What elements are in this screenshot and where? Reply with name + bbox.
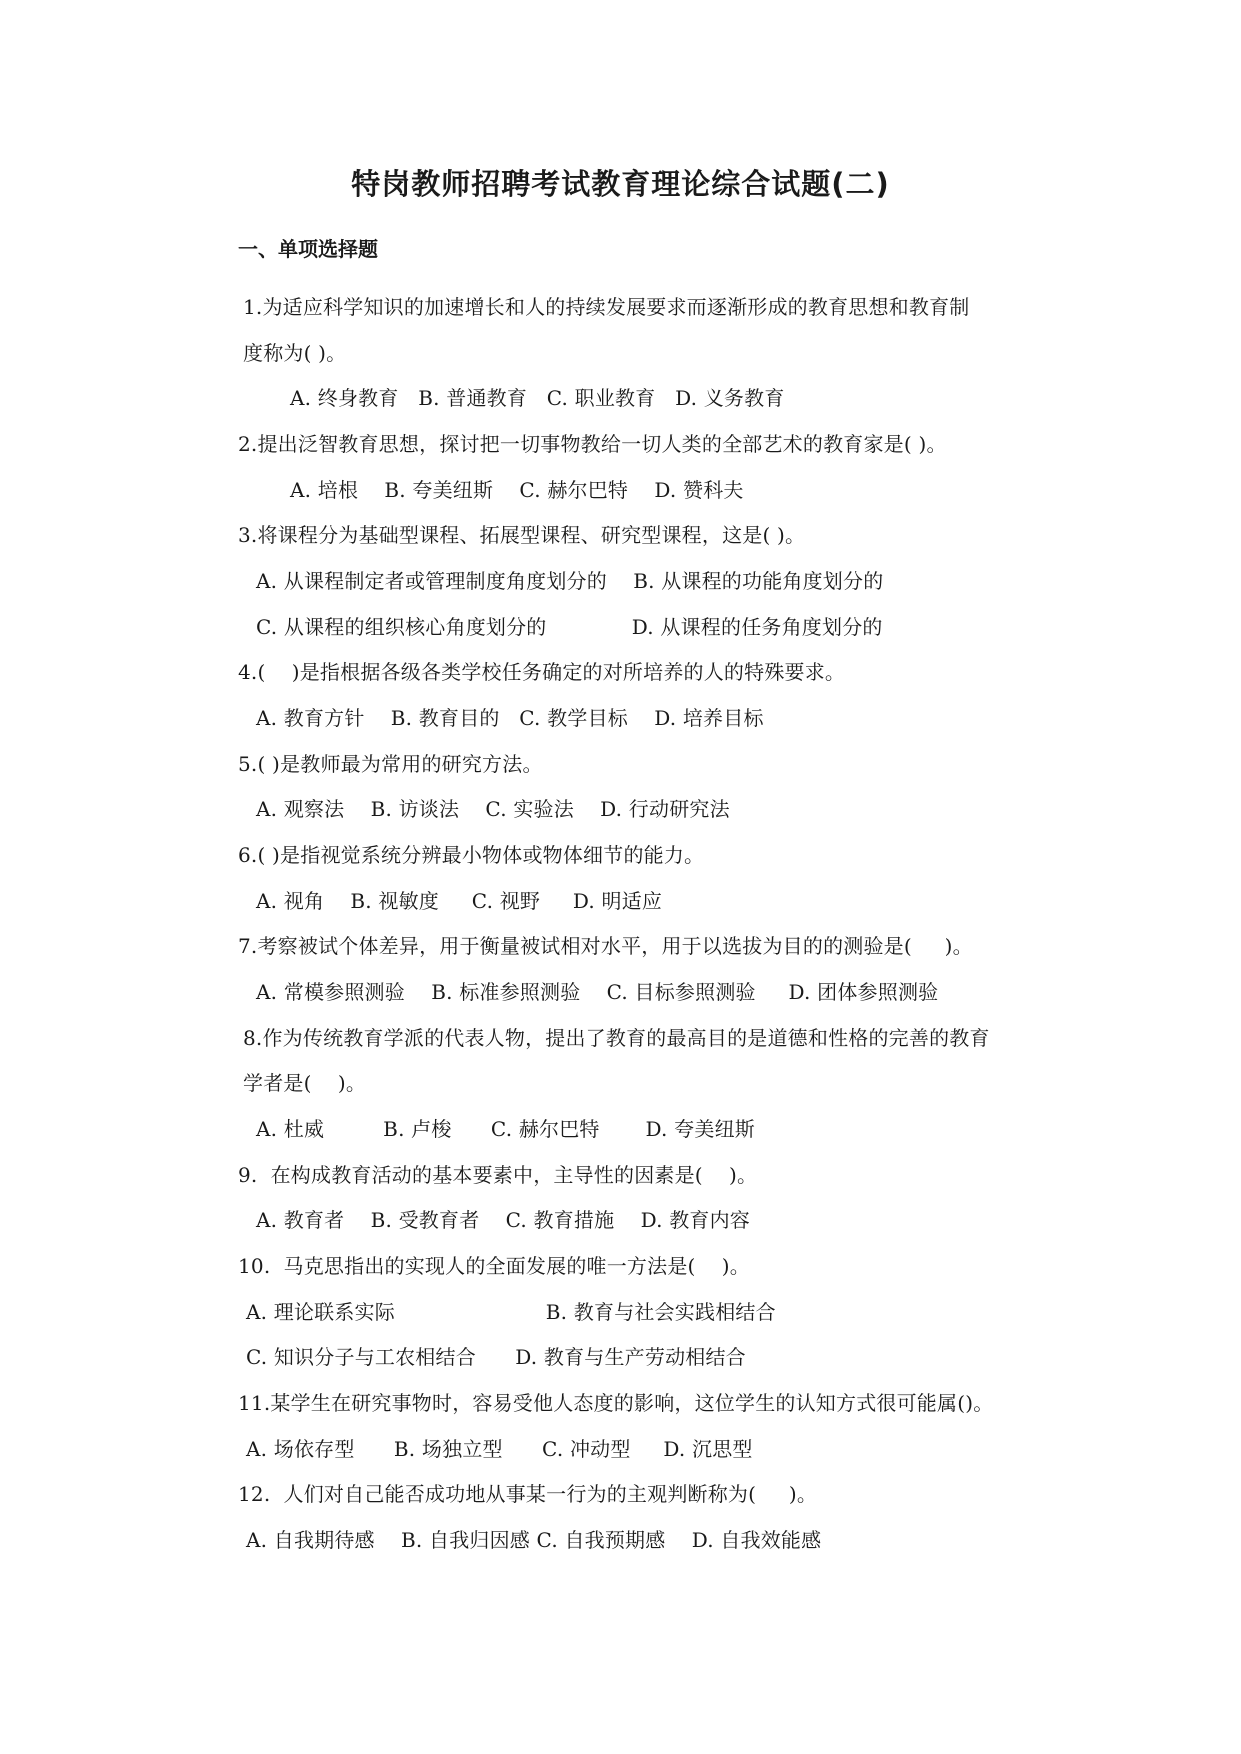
question-8-stem-line-1: 8.作为传统教育学派的代表人物，提出了教育的最高目的是道德和性格的完善的教育	[243, 1026, 990, 1050]
question-2-stem: 2.提出泛智教育思想，探讨把一切事物教给一切人类的全部艺术的教育家是( )。	[238, 432, 947, 456]
question-9-options: A. 教育者 B. 受教育者 C. 教育措施 D. 教育内容	[256, 1208, 751, 1232]
question-7-stem: 7.考察被试个体差异，用于衡量被试相对水平，用于以选拔为目的的测验是( )。	[238, 934, 973, 958]
question-10-stem: 10. 马克思指出的实现人的全面发展的唯一方法是( )。	[238, 1254, 750, 1278]
question-1-options: A. 终身教育 B. 普通教育 C. 职业教育 D. 义务教育	[290, 386, 785, 410]
question-8-options: A. 杜威 B. 卢梭 C. 赫尔巴特 D. 夸美纽斯	[256, 1117, 755, 1141]
question-7-options: A. 常模参照测验 B. 标准参照测验 C. 目标参照测验 D. 团体参照测验	[256, 980, 939, 1004]
question-5-stem: 5.( )是教师最为常用的研究方法。	[238, 752, 543, 776]
question-2-options: A. 培根 B. 夸美纽斯 C. 赫尔巴特 D. 赞科夫	[290, 478, 744, 502]
page-title: 特岗教师招聘考试教育理论综合试题(二)	[351, 167, 890, 201]
section-heading: 一、单项选择题	[238, 237, 378, 261]
question-5-options: A. 观察法 B. 访谈法 C. 实验法 D. 行动研究法	[256, 797, 730, 821]
question-10-options-line-1: A. 理论联系实际 B. 教育与社会实践相结合	[246, 1300, 776, 1324]
question-1-stem-line-2: 度称为( )。	[243, 341, 347, 365]
question-3-options-line-1: A. 从课程制定者或管理制度角度划分的 B. 从课程的功能角度划分的	[256, 569, 884, 593]
question-11-options: A. 场依存型 B. 场独立型 C. 冲动型 D. 沉思型	[246, 1437, 753, 1461]
question-9-stem: 9. 在构成教育活动的基本要素中，主导性的因素是( )。	[238, 1163, 758, 1187]
question-6-stem: 6.( )是指视觉系统分辨最小物体或物体细节的能力。	[238, 843, 705, 867]
question-3-options-line-2: C. 从课程的组织核心角度划分的 D. 从课程的任务角度划分的	[256, 615, 883, 639]
question-12-stem: 12. 人们对自己能否成功地从事某一行为的主观判断称为( )。	[238, 1482, 818, 1506]
question-4-options: A. 教育方针 B. 教育目的 C. 教学目标 D. 培养目标	[256, 706, 764, 730]
question-1-stem-line-1: 1.为适应科学知识的加速增长和人的持续发展要求而逐渐形成的教育思想和教育制	[243, 295, 970, 319]
question-12-options: A. 自我期待感 B. 自我归因感 C. 自我预期感 D. 自我效能感	[246, 1528, 822, 1552]
question-4-stem: 4.( )是指根据各级各类学校任务确定的对所培养的人的特殊要求。	[238, 660, 846, 684]
question-3-stem: 3.将课程分为基础型课程、拓展型课程、研究型课程，这是( )。	[238, 523, 806, 547]
question-11-stem: 11.某学生在研究事物时，容易受他人态度的影响，这位学生的认知方式很可能属()。	[238, 1391, 994, 1415]
question-10-options-line-2: C. 知识分子与工农相结合 D. 教育与生产劳动相结合	[246, 1345, 746, 1369]
question-6-options: A. 视角 B. 视敏度 C. 视野 D. 明适应	[256, 889, 663, 913]
question-8-stem-line-2: 学者是( )。	[243, 1071, 367, 1095]
